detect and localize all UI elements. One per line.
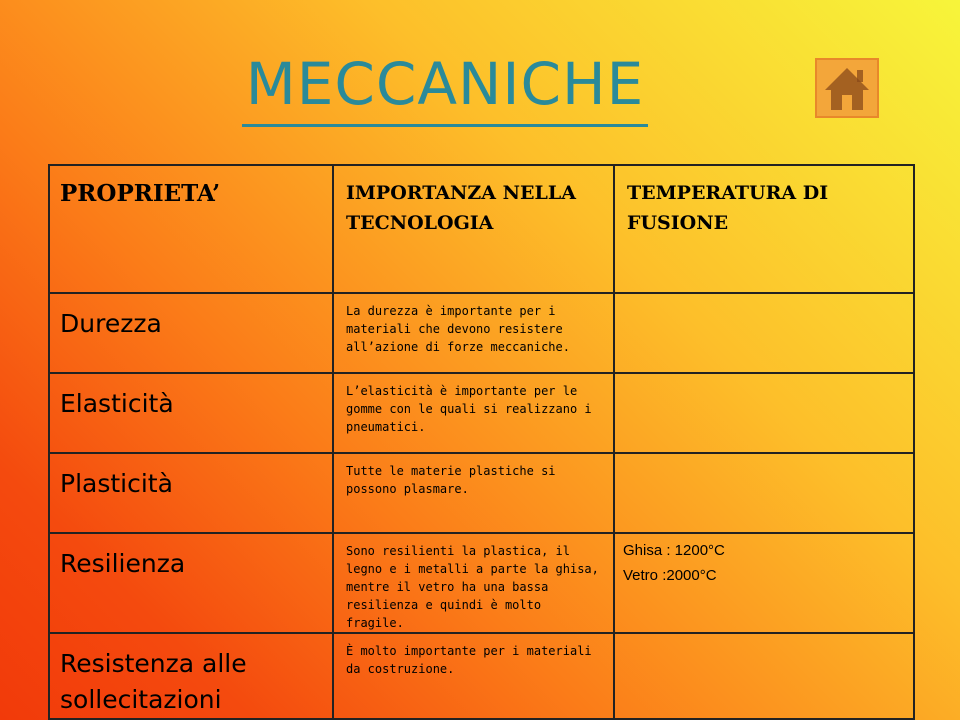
- importance-cell: Sono resilienti la plastica, il legno e i metalli a parte la ghisa, mentre il vetro ha una bassa resilienza e quindi è molto fragile.: [333, 533, 614, 633]
- temperature-cell: [614, 633, 914, 719]
- home-button[interactable]: [815, 58, 879, 118]
- property-cell: Elasticità: [49, 373, 333, 453]
- table-row: [49, 453, 914, 533]
- table-row: [49, 533, 914, 633]
- importance-cell: È molto importante per i materiali da costruzione.: [333, 633, 614, 719]
- property-cell: Resistenza alle sollecitazioni: [49, 633, 333, 719]
- importance-cell: La durezza è importante per i materiali che devono resistere all’azione di forze meccaniche.: [333, 293, 614, 373]
- property-cell: Durezza: [49, 293, 333, 373]
- header-importanza: IMPORTANZA NELLA TECNOLOGIA: [333, 165, 614, 293]
- properties-table: [48, 164, 915, 720]
- temperature-vetro: Vetro :2000°C: [623, 567, 717, 584]
- property-cell: Resilienza: [49, 533, 333, 633]
- header-proprieta: PROPRIETA’: [49, 165, 333, 293]
- temperature-cell: [614, 453, 914, 533]
- temperature-ghisa: Ghisa : 1200°C: [623, 542, 725, 559]
- property-cell: Plasticità: [49, 453, 333, 533]
- temperature-cell: [614, 293, 914, 373]
- page-title-link[interactable]: MECCANICHE: [242, 50, 649, 127]
- table-row: [49, 293, 914, 373]
- header-temperatura: TEMPERATURA DI FUSIONE: [614, 165, 914, 293]
- importance-cell: L’elasticità è importante per le gomme con le quali si realizzano i pneumatici.: [333, 373, 614, 453]
- table-header-row: [49, 165, 914, 293]
- temperature-cell: [614, 373, 914, 453]
- table-row: [49, 373, 914, 453]
- table-row: [49, 633, 914, 719]
- temperature-cell: [614, 533, 914, 633]
- importance-cell: Tutte le materie plastiche si possono plasmare.: [333, 453, 614, 533]
- home-icon: [817, 60, 877, 116]
